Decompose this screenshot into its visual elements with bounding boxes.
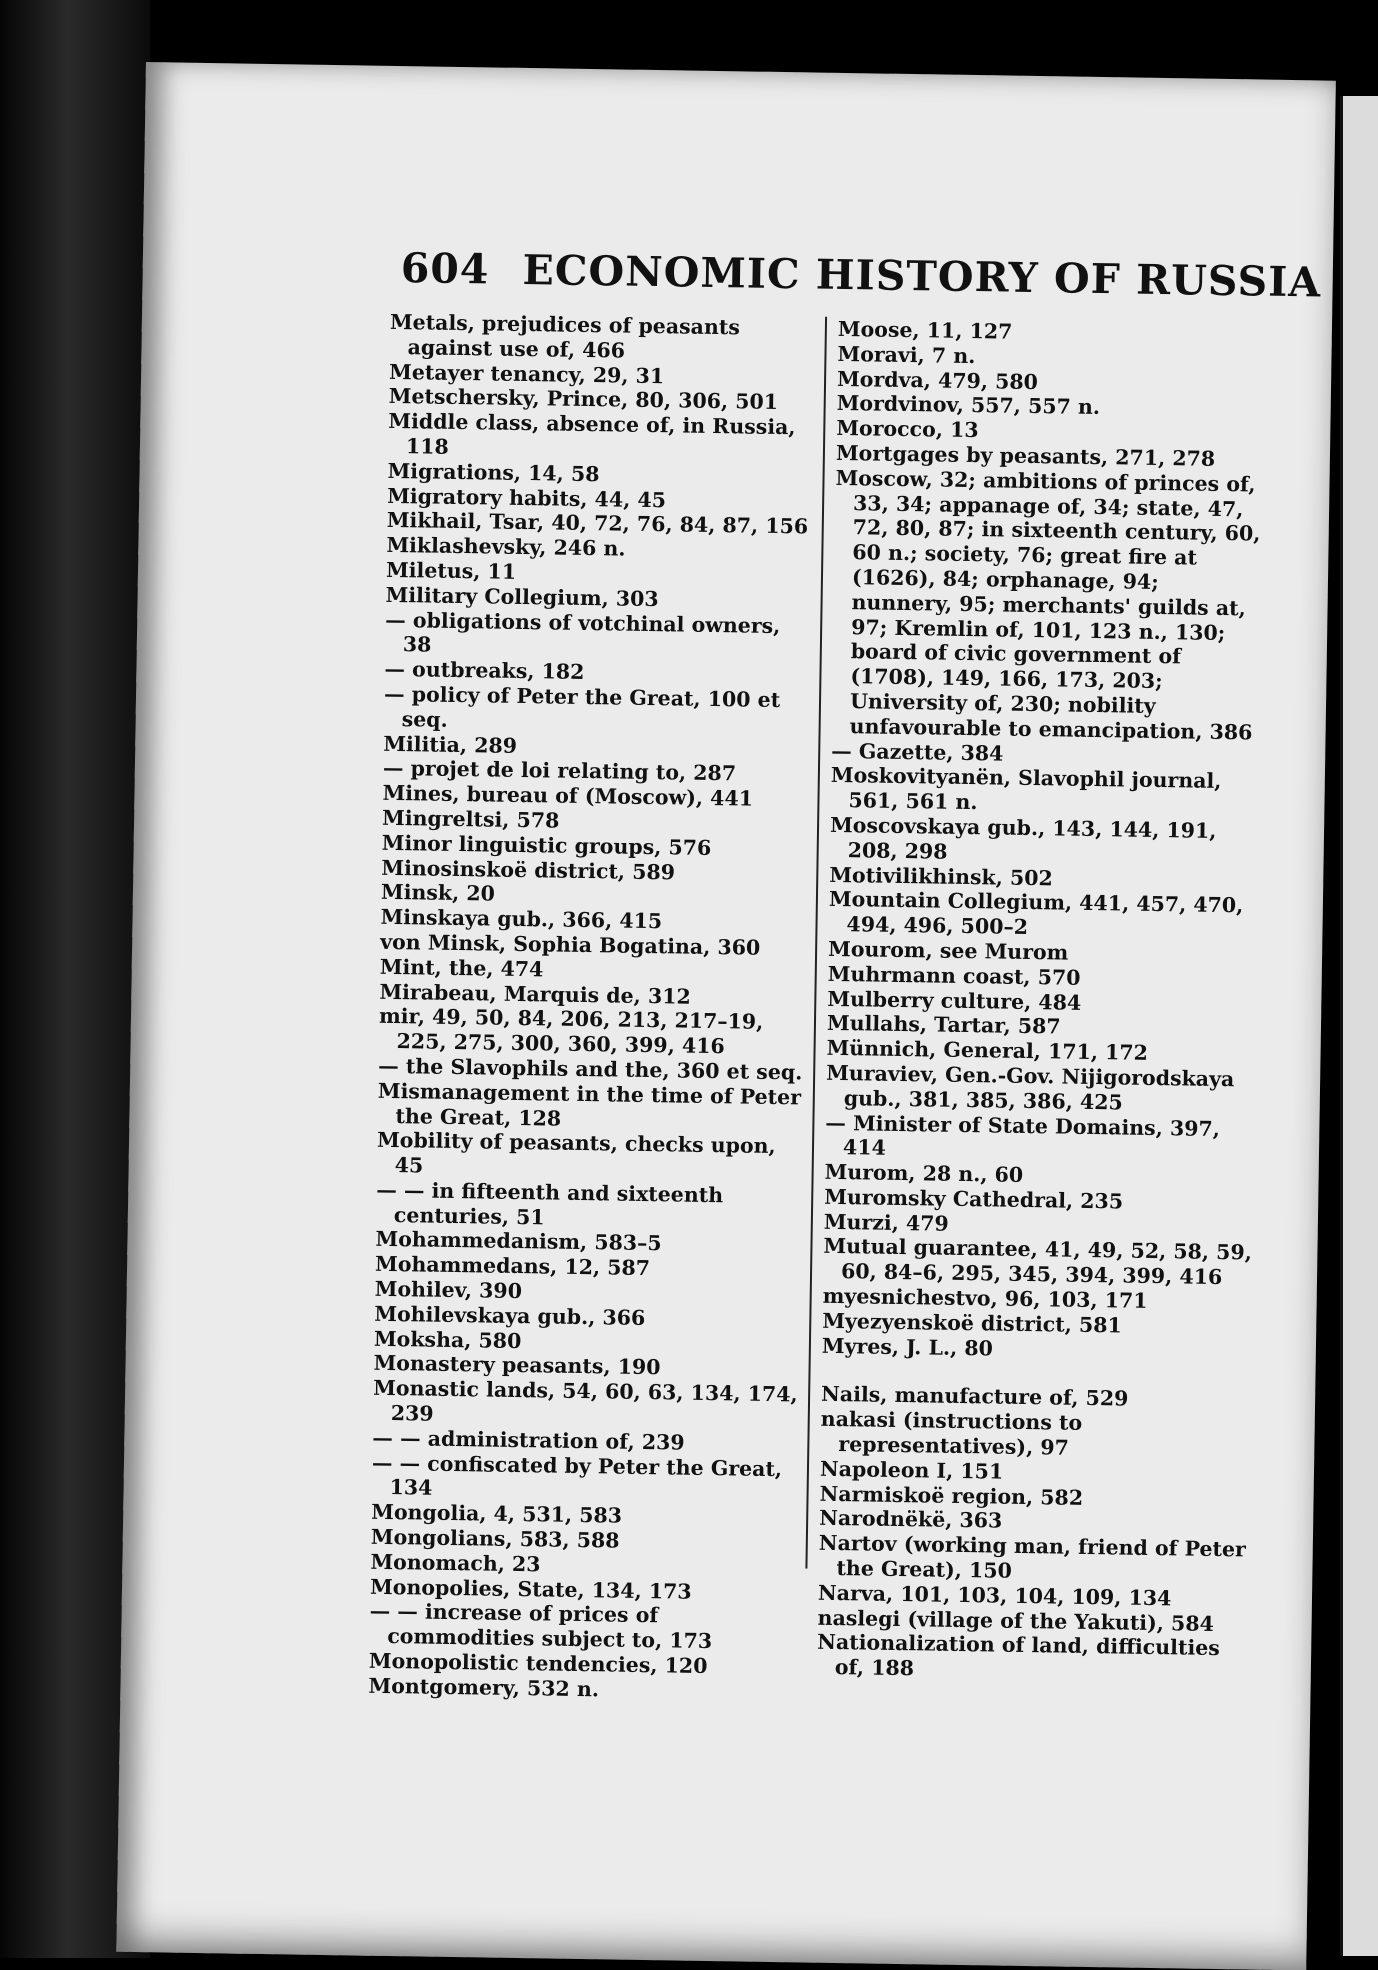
index-entry: Mongolia, 4, 531, 583 [371, 1499, 623, 1528]
index-entry: Minsk, 20 [380, 880, 496, 906]
index-entry: Münnich, General, 171, 172 [826, 1035, 1149, 1065]
index-entry: Minosinskoë district, 589 [381, 855, 676, 884]
index-entry: Motivilikhinsk, 502 [829, 862, 1054, 890]
index-entry: Moscovskaya gub., 143, 144, 191, 208, 298 [829, 812, 1217, 864]
index-entry: — Gazette, 384 [831, 738, 1004, 766]
index-entry: Mortgages by peasants, 271, 278 [835, 440, 1216, 471]
index-entry: Mines, bureau of (Moscow), 441 [382, 780, 754, 811]
index-entry: Mourom, see Murom [827, 936, 1069, 965]
index-entry: Napoleon I, 151 [819, 1456, 1004, 1484]
index-entry: Mohammedans, 12, 587 [374, 1252, 651, 1281]
index-entry: Mutual guarantee, 41, 49, 52, 58, 59, 60, 84–6, 295, 345, 394, 399, 416 [823, 1234, 1253, 1290]
index-entry: Military Collegium, 303 [385, 582, 659, 611]
index-entry: Migrations, 14, 58 [387, 458, 600, 486]
page-number: 604 [400, 244, 490, 294]
running-title: ECONOMIC HISTORY OF RUSSIA [522, 245, 1322, 307]
index-entry: — policy of Peter the Great, 100 et seq. [383, 681, 781, 732]
index-entry: — — administration of, 239 [372, 1425, 685, 1455]
index-entry: Nartov (working man, friend of Peter the Great), 150 [818, 1531, 1246, 1583]
index-entry: — projet de loi relating to, 287 [382, 756, 737, 786]
index-entry: Monastic lands, 54, 60, 63, 134, 174, 239 [373, 1375, 798, 1426]
index-entry: naslegi (village of the Yakuti), 584 [817, 1605, 1215, 1636]
index-entry: Moscow, 32; ambitions of princes of, 33, 34; appanage of, 34; state, 47, 72, 80, 87; in sixteenth century, 60, 60 n.; society, 76; great fire at (1626), 84; orphanage, 94; nunnery, 95; merchants' guilds at, 97; Kremlin of, 101, 123 n., 130; board of civic government of (1708), 149, 166, 173, 203; University of, 230; nobility unfavourable to emancipation, 386 [835, 465, 1261, 745]
index-entry: Metschersky, Prince, 80, 306, 501 [388, 384, 779, 415]
index-entry: Mohilev, 390 [374, 1276, 523, 1304]
index-entry: — — increase of prices of commodities subject to, 173 [369, 1599, 713, 1654]
next-page-edge [1340, 96, 1378, 1956]
index-column-left [368, 310, 820, 1705]
index-entry: Migratory habits, 44, 45 [387, 483, 667, 512]
index-entry: Mingreltsi, 578 [381, 805, 560, 833]
index-entry: Muhrmann coast, 570 [827, 961, 1081, 990]
index-entry: — outbreaks, 182 [384, 656, 585, 685]
index-entry: Moksha, 580 [373, 1326, 522, 1353]
index-entry: Moose, 11, 127 [837, 316, 1013, 344]
index-entry: Militia, 289 [383, 731, 518, 758]
index-entry: Montgomery, 532 n. [368, 1673, 600, 1702]
index-entry: Mobility of peasants, checks upon, 45 [376, 1128, 776, 1178]
index-entry: Narmiskoë region, 582 [819, 1481, 1084, 1510]
index-entry: mir, 49, 50, 84, 206, 213, 217–19, 225, 275, 300, 360, 399, 416 [378, 1004, 764, 1059]
index-entry: Muromsky Cathedral, 235 [824, 1184, 1124, 1214]
index-entry: Mordva, 479, 580 [836, 366, 1039, 394]
index-entry: — Minister of State Domains, 397, 414 [825, 1110, 1221, 1161]
index-entry: Monastery peasants, 190 [373, 1351, 661, 1380]
index-entry: — — confiscated by Peter the Great, 134 [371, 1450, 783, 1501]
running-header [400, 244, 1322, 307]
index-entry: Narodnëkë, 363 [819, 1506, 1003, 1534]
index-entry: Miklashevsky, 246 n. [386, 533, 626, 561]
index-entry: nakasi (instructions to representatives), 97 [820, 1407, 1083, 1460]
index-entry: Monomach, 23 [370, 1549, 541, 1577]
index-entry: Mountain Collegium, 441, 457, 470, 494, 496, 500–2 [828, 887, 1244, 940]
index-entry: Mullahs, Tartar, 587 [826, 1011, 1061, 1039]
index-entry: Mirabeau, Marquis de, 312 [379, 979, 691, 1009]
index-entry: Mismanagement in the time of Peter the Great, 128 [377, 1078, 802, 1131]
index-entry: — obligations of votchinal owners, 38 [385, 607, 781, 657]
index-entry: Murom, 28 n., 60 [824, 1159, 1024, 1188]
index-entry: Mohammedanism, 583–5 [375, 1227, 662, 1256]
index-entry: Metals, prejudices of peasants against use of, 466 [389, 309, 741, 363]
index-entry: Minor linguistic groups, 576 [381, 830, 712, 860]
index-entry: — — in fifteenth and sixteenth centuries, 51 [376, 1177, 724, 1230]
index-entry: von Minsk, Sophia Bogatina, 360 [380, 929, 761, 960]
index-entry: Narva, 101, 103, 104, 109, 134 [817, 1580, 1172, 1611]
index-column-right [817, 317, 1268, 1687]
index-entry: Muraviev, Gen.-Gov. Nijigorodskaya gub., 381, 385, 386, 425 [826, 1060, 1235, 1115]
book-page [116, 62, 1336, 1970]
index-entry: Monopolies, State, 134, 173 [369, 1574, 692, 1604]
index-entry: myesnichestvo, 96, 103, 171 [822, 1283, 1148, 1313]
index-entry: Myezyenskoë district, 581 [822, 1308, 1122, 1338]
index-entry: Mohilevskaya gub., 366 [374, 1301, 646, 1330]
index-entry: Mint, the, 474 [379, 954, 544, 982]
index-entry: Myres, J. L., 80 [821, 1333, 994, 1361]
index-entry: Nails, manufacture of, 529 [820, 1382, 1129, 1412]
index-entry: Mikhail, Tsar, 40, 72, 76, 84, 87, 156 [386, 508, 809, 539]
index-entry: Murzi, 479 [823, 1209, 949, 1236]
index-entry: Morocco, 13 [836, 416, 979, 443]
index-entry: Minskaya gub., 366, 415 [380, 904, 663, 934]
index-entry: Mongolians, 583, 588 [370, 1524, 620, 1553]
index-entry: Nationalization of land, difficulties of, 188 [817, 1630, 1220, 1681]
index-entry: Mulberry culture, 484 [827, 986, 1082, 1015]
index-entry: Metayer tenancy, 29, 31 [388, 359, 665, 388]
index-entry: — the Slavophils and the, 360 et seq. [378, 1053, 803, 1085]
index-entry: Moskovityanën, Slavophil journal, 561, 561 n. [830, 763, 1222, 815]
index-entry: Mordvinov, 557, 557 n. [836, 391, 1101, 420]
index-entry: Moravi, 7 n. [837, 341, 976, 368]
index-entry: Middle class, absence of, in Russia, 118 [388, 409, 796, 459]
index-entry: Miletus, 11 [385, 557, 517, 584]
index-entry: Monopolistic tendencies, 120 [368, 1648, 708, 1679]
